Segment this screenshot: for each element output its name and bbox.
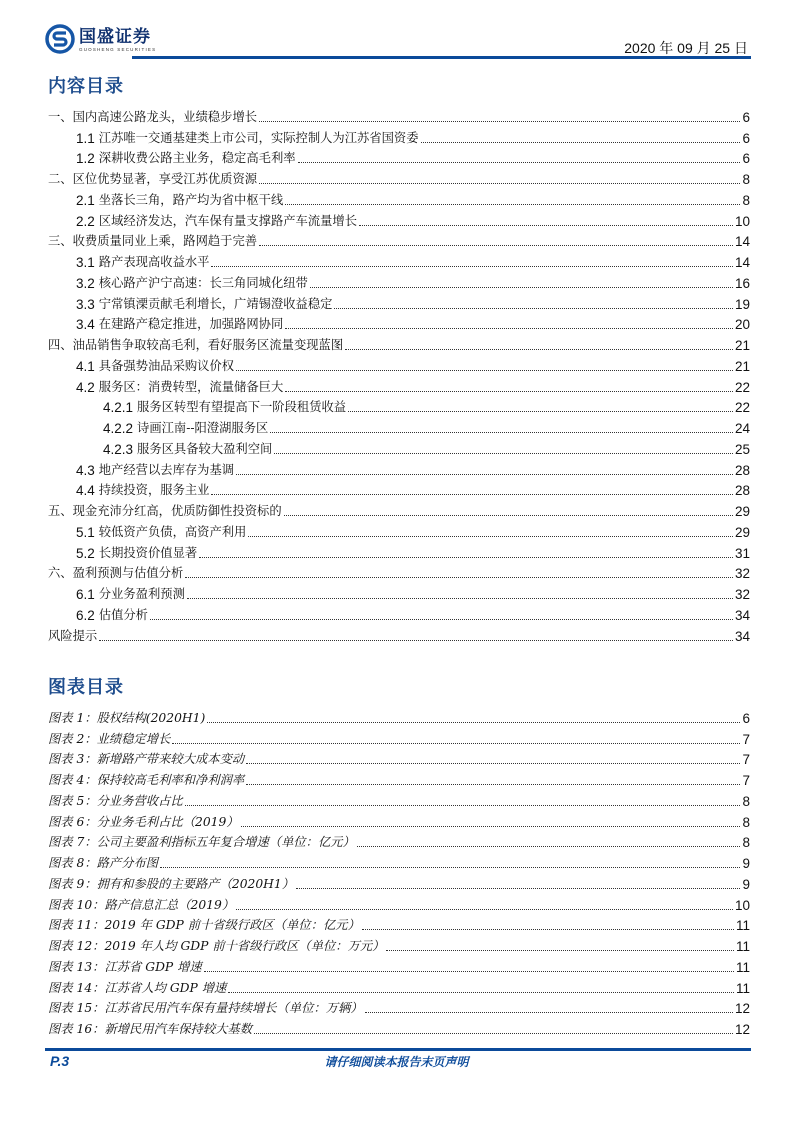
toc-entry-number: 5.2: [76, 545, 95, 561]
dot-leader: [172, 743, 740, 744]
toc-entry-number: 2.1: [76, 192, 95, 208]
toc-entry[interactable]: [48, 457, 750, 478]
dot-leader: [259, 245, 733, 246]
dot-leader: [211, 266, 733, 267]
figure-entry-page: 9: [742, 856, 750, 871]
toc-entry[interactable]: [48, 187, 750, 208]
dot-leader: [348, 411, 733, 412]
dot-leader: [298, 162, 741, 163]
toc-entry-label: 在建路产稳定推进，加强路网协同: [98, 317, 284, 332]
dot-leader: [270, 432, 733, 433]
dot-leader: [204, 971, 734, 972]
figure-entry-label: 图表 5：分业务营收占比: [48, 793, 183, 808]
toc-entry-label: 二、区位优势显著，享受江苏优质资源: [48, 172, 258, 186]
figure-entry-label: 图表 13：江苏省 GDP 增速: [48, 959, 202, 974]
toc-entry-number: 4.2.2: [103, 421, 134, 436]
toc-entry[interactable]: [48, 166, 750, 187]
toc-entry[interactable]: [48, 623, 750, 644]
toc-entry-label: 坐落长三角，路产均为省中枢干线: [98, 192, 284, 207]
logo-icon: [45, 24, 75, 54]
toc-entry-page: 31: [734, 545, 750, 561]
figure-entry[interactable]: [48, 788, 750, 809]
dot-leader: [421, 142, 741, 143]
figure-entry-page: 12: [734, 1022, 750, 1037]
figure-entry-page: 8: [742, 793, 750, 809]
dot-leader: [284, 515, 733, 516]
toc-entry-page: 22: [734, 379, 750, 395]
toc-entry-page: 6: [742, 130, 750, 146]
toc-entry-number: 3.1: [76, 255, 95, 270]
dot-leader: [241, 826, 741, 827]
toc-entry-label: 服务区具备较大盈利空间: [137, 441, 273, 456]
toc-entry-page: 28: [734, 483, 750, 499]
toc-entry[interactable]: [48, 146, 750, 167]
toc-entry-page: 28: [734, 462, 750, 478]
toc-entry[interactable]: [48, 395, 750, 416]
logo-english: GUOSHENG SECURITIES: [79, 46, 157, 52]
dot-leader: [199, 557, 733, 558]
toc-entry-label: 风险提示: [48, 628, 98, 643]
logo-name: 国盛证券: [79, 26, 151, 47]
toc-entry-label: 四、油品销售争取较高毛利，看好服务区流量变现蓝图: [48, 338, 344, 352]
toc-entry-number: 6.2: [76, 607, 95, 623]
figure-entry-page: 11: [735, 918, 750, 934]
dot-leader: [310, 287, 733, 288]
dot-leader: [236, 370, 733, 371]
toc-entry-label: 六、盈利预测与估值分析: [48, 566, 184, 581]
figure-entry-label: 图表 15：江苏省民用汽车保有量持续增长（单位：万辆）: [48, 1001, 363, 1016]
toc-entry[interactable]: [48, 104, 750, 125]
toc-entry-page: 6: [742, 151, 750, 167]
toc-entry-number: 3.2: [76, 275, 95, 291]
toc-entry[interactable]: [48, 249, 750, 270]
toc-entry[interactable]: [48, 208, 750, 229]
dot-leader: [362, 929, 734, 930]
toc-entry-label: 深耕收费公路主业务，稳定高毛利率: [98, 151, 296, 166]
page-number: P.3: [50, 1053, 70, 1069]
dot-leader: [259, 183, 740, 184]
toc-entry[interactable]: [48, 581, 750, 602]
toc-entry-label: 具备强势油品采购议价权: [98, 358, 235, 373]
dot-leader: [274, 453, 733, 454]
toc-entry-page: 20: [734, 317, 750, 333]
toc-entry-number: 4.2.3: [103, 441, 134, 457]
toc-entry-page: 29: [734, 504, 750, 519]
figure-entry-label: 图表 14：江苏省人均 GDP 增速: [48, 980, 227, 995]
figure-entry-label: 图表 3：新增路产带来较大成本变动: [48, 752, 245, 767]
toc-entry-label: 服务区：消费转型，流量储备巨大: [98, 379, 284, 394]
toc-entry-number: 4.2: [76, 379, 95, 395]
toc-entry-label: 三、收费质量同业上乘，路网趋于完善: [48, 234, 258, 249]
dot-leader: [246, 784, 740, 785]
dot-leader: [236, 474, 733, 475]
dot-leader: [236, 909, 733, 910]
toc-entry-page: 8: [742, 172, 750, 187]
figure-entry[interactable]: [48, 996, 750, 1017]
toc-entry-label: 五、现金充沛分红高，优质防御性投资标的: [48, 504, 282, 518]
figure-entry-page: 7: [742, 773, 750, 788]
toc-entry[interactable]: [48, 561, 750, 582]
dot-leader: [334, 308, 733, 309]
toc-entry[interactable]: [48, 291, 750, 312]
toc-entry[interactable]: [48, 332, 750, 353]
dot-leader: [207, 722, 740, 723]
figure-entry[interactable]: [48, 726, 750, 747]
figure-entry-page: 7: [742, 752, 750, 768]
toc-entry-page: 19: [734, 296, 750, 312]
toc-entry[interactable]: [48, 270, 750, 291]
figure-entry-page: 7: [742, 731, 750, 747]
toc-entry[interactable]: [48, 436, 750, 457]
figure-entry-page: 11: [735, 959, 750, 975]
dot-leader: [254, 1033, 733, 1034]
dot-leader: [359, 225, 733, 226]
figure-entry-label: 图表 2：业绩稳定增长: [48, 731, 171, 746]
figure-entry-label: 图表 8：路产分布图: [48, 856, 159, 870]
toc-entry-page: 14: [734, 255, 750, 270]
dot-leader: [259, 121, 740, 122]
toc-entry-page: 6: [742, 109, 750, 125]
toc-entry-label: 诗画江南--阳澄湖服务区: [137, 421, 269, 435]
toc-entry-page: 8: [742, 192, 750, 208]
dot-leader: [246, 763, 740, 764]
dot-leader: [228, 992, 734, 993]
figure-entry-page: 9: [742, 876, 750, 892]
figure-entry[interactable]: [48, 830, 750, 851]
toc-entry[interactable]: [48, 312, 750, 333]
toc-entry-label: 江苏唯一交通基建类上市公司，实际控制人为江苏省国资委: [98, 130, 419, 145]
toc-entry-number: 3.3: [76, 296, 95, 312]
toc-entry-page: 10: [734, 213, 750, 229]
figure-entry-label: 图表 11：2019 年 GDP 前十省级行政区（单位：亿元）: [48, 918, 360, 933]
toc-entry-number: 4.1: [76, 358, 95, 374]
toc-entry-label: 一、国内高速公路龙头，业绩稳步增长: [48, 109, 258, 124]
footer-disclaimer: 请仔细阅读本报告末页声明: [324, 1055, 469, 1069]
figure-entry-page: 6: [742, 710, 750, 726]
toc-entry-number: 6.1: [76, 587, 95, 602]
toc-entry-label: 区域经济发达，汽车保有量支撑路产车流量增长: [98, 213, 358, 228]
toc-entry-page: 32: [734, 566, 750, 582]
figure-entry-page: 11: [735, 939, 750, 954]
toc-entry-label: 核心路产沪宁高速：长三角同城化纽带: [98, 275, 308, 290]
toc-entry-number: 4.2.1: [103, 400, 134, 416]
figure-entry-page: 12: [734, 1001, 750, 1017]
toc-entry[interactable]: [48, 540, 750, 561]
dot-leader: [185, 577, 733, 578]
figure-entry[interactable]: [48, 871, 750, 892]
figure-entry[interactable]: [48, 933, 750, 954]
dot-leader: [160, 867, 740, 868]
dot-leader: [386, 950, 734, 951]
figure-entry-label: 图表 4：保持较高毛利率和净利润率: [48, 773, 245, 787]
toc-entry-label: 估值分析: [98, 607, 148, 622]
figure-entry-page: 11: [735, 980, 750, 996]
toc-entry-number: 4.3: [76, 462, 95, 478]
dot-leader: [99, 640, 733, 641]
toc-entry[interactable]: [48, 602, 750, 623]
dot-leader: [285, 391, 733, 392]
figure-entry[interactable]: [48, 913, 750, 934]
toc-entry-number: 3.4: [76, 317, 95, 333]
toc-entry-page: 25: [734, 441, 750, 457]
toc-list: [48, 104, 750, 644]
toc-entry-page: 14: [734, 234, 750, 250]
dot-leader: [285, 328, 733, 329]
toc-entry-number: 1.1: [76, 130, 95, 146]
toc-entry-label: 长期投资价值显著: [98, 545, 198, 560]
toc-entry-label: 较低资产负债，高资产利用: [98, 524, 247, 539]
dot-leader: [211, 494, 733, 495]
toc-entry[interactable]: [48, 229, 750, 250]
toc-entry-label: 分业务盈利预测: [98, 587, 185, 601]
figure-entry-label: 图表 1：股权结构(2020H1): [48, 710, 206, 725]
figure-entry-label: 图表 12：2019 年人均 GDP 前十省级行政区（单位：万元）: [48, 939, 385, 953]
figure-entry[interactable]: [48, 747, 750, 768]
figure-entry-label: 图表 6：分业务毛利占比（2019）: [48, 814, 239, 829]
report-date: 2020 年 09 月 25 日: [624, 40, 748, 56]
toc-entry[interactable]: [48, 498, 750, 519]
toc-entry-label: 持续投资，服务主业: [98, 483, 210, 498]
toc-title: 内容目录: [48, 76, 124, 97]
toc-entry-page: 16: [734, 275, 750, 291]
toc-entry-page: 32: [734, 587, 750, 602]
toc-entry-page: 34: [734, 607, 750, 623]
dot-leader: [365, 1012, 733, 1013]
figure-entry-page: 8: [742, 835, 750, 851]
figure-entry[interactable]: [48, 975, 750, 996]
toc-entry-label: 服务区转型有望提高下一阶段租赁收益: [137, 400, 347, 415]
toc-entry[interactable]: [48, 415, 750, 436]
toc-entry-number: 1.2: [76, 151, 95, 167]
toc-entry-page: 24: [734, 421, 750, 436]
toc-entry[interactable]: [48, 519, 750, 540]
figure-entry-label: 图表 7：公司主要盈利指标五年复合增速（单位：亿元）: [48, 835, 355, 850]
dot-leader: [187, 598, 733, 599]
figures-title: 图表目录: [48, 677, 124, 698]
dot-leader: [357, 846, 741, 847]
dot-leader: [150, 619, 733, 620]
dot-leader: [345, 349, 733, 350]
toc-entry-number: 5.1: [76, 524, 95, 540]
figure-entry[interactable]: [48, 1016, 750, 1037]
toc-entry-page: 21: [734, 358, 750, 374]
header-divider: [132, 56, 751, 59]
figure-entry-label: 图表 10：路产信息汇总（2019）: [48, 897, 235, 912]
figure-entry[interactable]: [48, 809, 750, 830]
figure-entry[interactable]: [48, 954, 750, 975]
toc-entry-label: 宁常镇溧贡献毛利增长，广靖锡澄收益稳定: [98, 296, 333, 311]
company-logo: [45, 24, 170, 54]
figure-entry[interactable]: [48, 850, 750, 871]
figure-entry[interactable]: [48, 705, 750, 726]
toc-entry-page: 29: [734, 524, 750, 540]
toc-entry-number: 2.2: [76, 213, 95, 229]
figure-entry-page: 8: [742, 814, 750, 830]
figure-entry-page: 10: [734, 897, 750, 913]
footer-divider: [45, 1048, 751, 1051]
toc-entry-page: 34: [734, 628, 750, 644]
toc-entry[interactable]: [48, 125, 750, 146]
toc-entry[interactable]: [48, 353, 750, 374]
dot-leader: [248, 536, 733, 537]
toc-entry-page: 22: [734, 400, 750, 416]
toc-entry-label: 地产经营以去库存为基调: [98, 462, 235, 477]
toc-entry-page: 21: [734, 338, 750, 353]
dot-leader: [285, 204, 740, 205]
figure-entry-label: 图表 9：拥有和参股的主要路产（2020H1）: [48, 876, 295, 891]
dot-leader: [185, 805, 741, 806]
figure-entry[interactable]: [48, 767, 750, 788]
toc-entry[interactable]: [48, 478, 750, 499]
figure-entry[interactable]: [48, 892, 750, 913]
figure-entry-label: 图表 16：新增民用汽车保持较大基数: [48, 1022, 253, 1036]
toc-entry[interactable]: [48, 374, 750, 395]
toc-entry-label: 路产表现高收益水平: [98, 255, 210, 269]
toc-entry-number: 4.4: [76, 483, 95, 499]
dot-leader: [296, 888, 740, 889]
figures-list: [48, 705, 750, 1037]
